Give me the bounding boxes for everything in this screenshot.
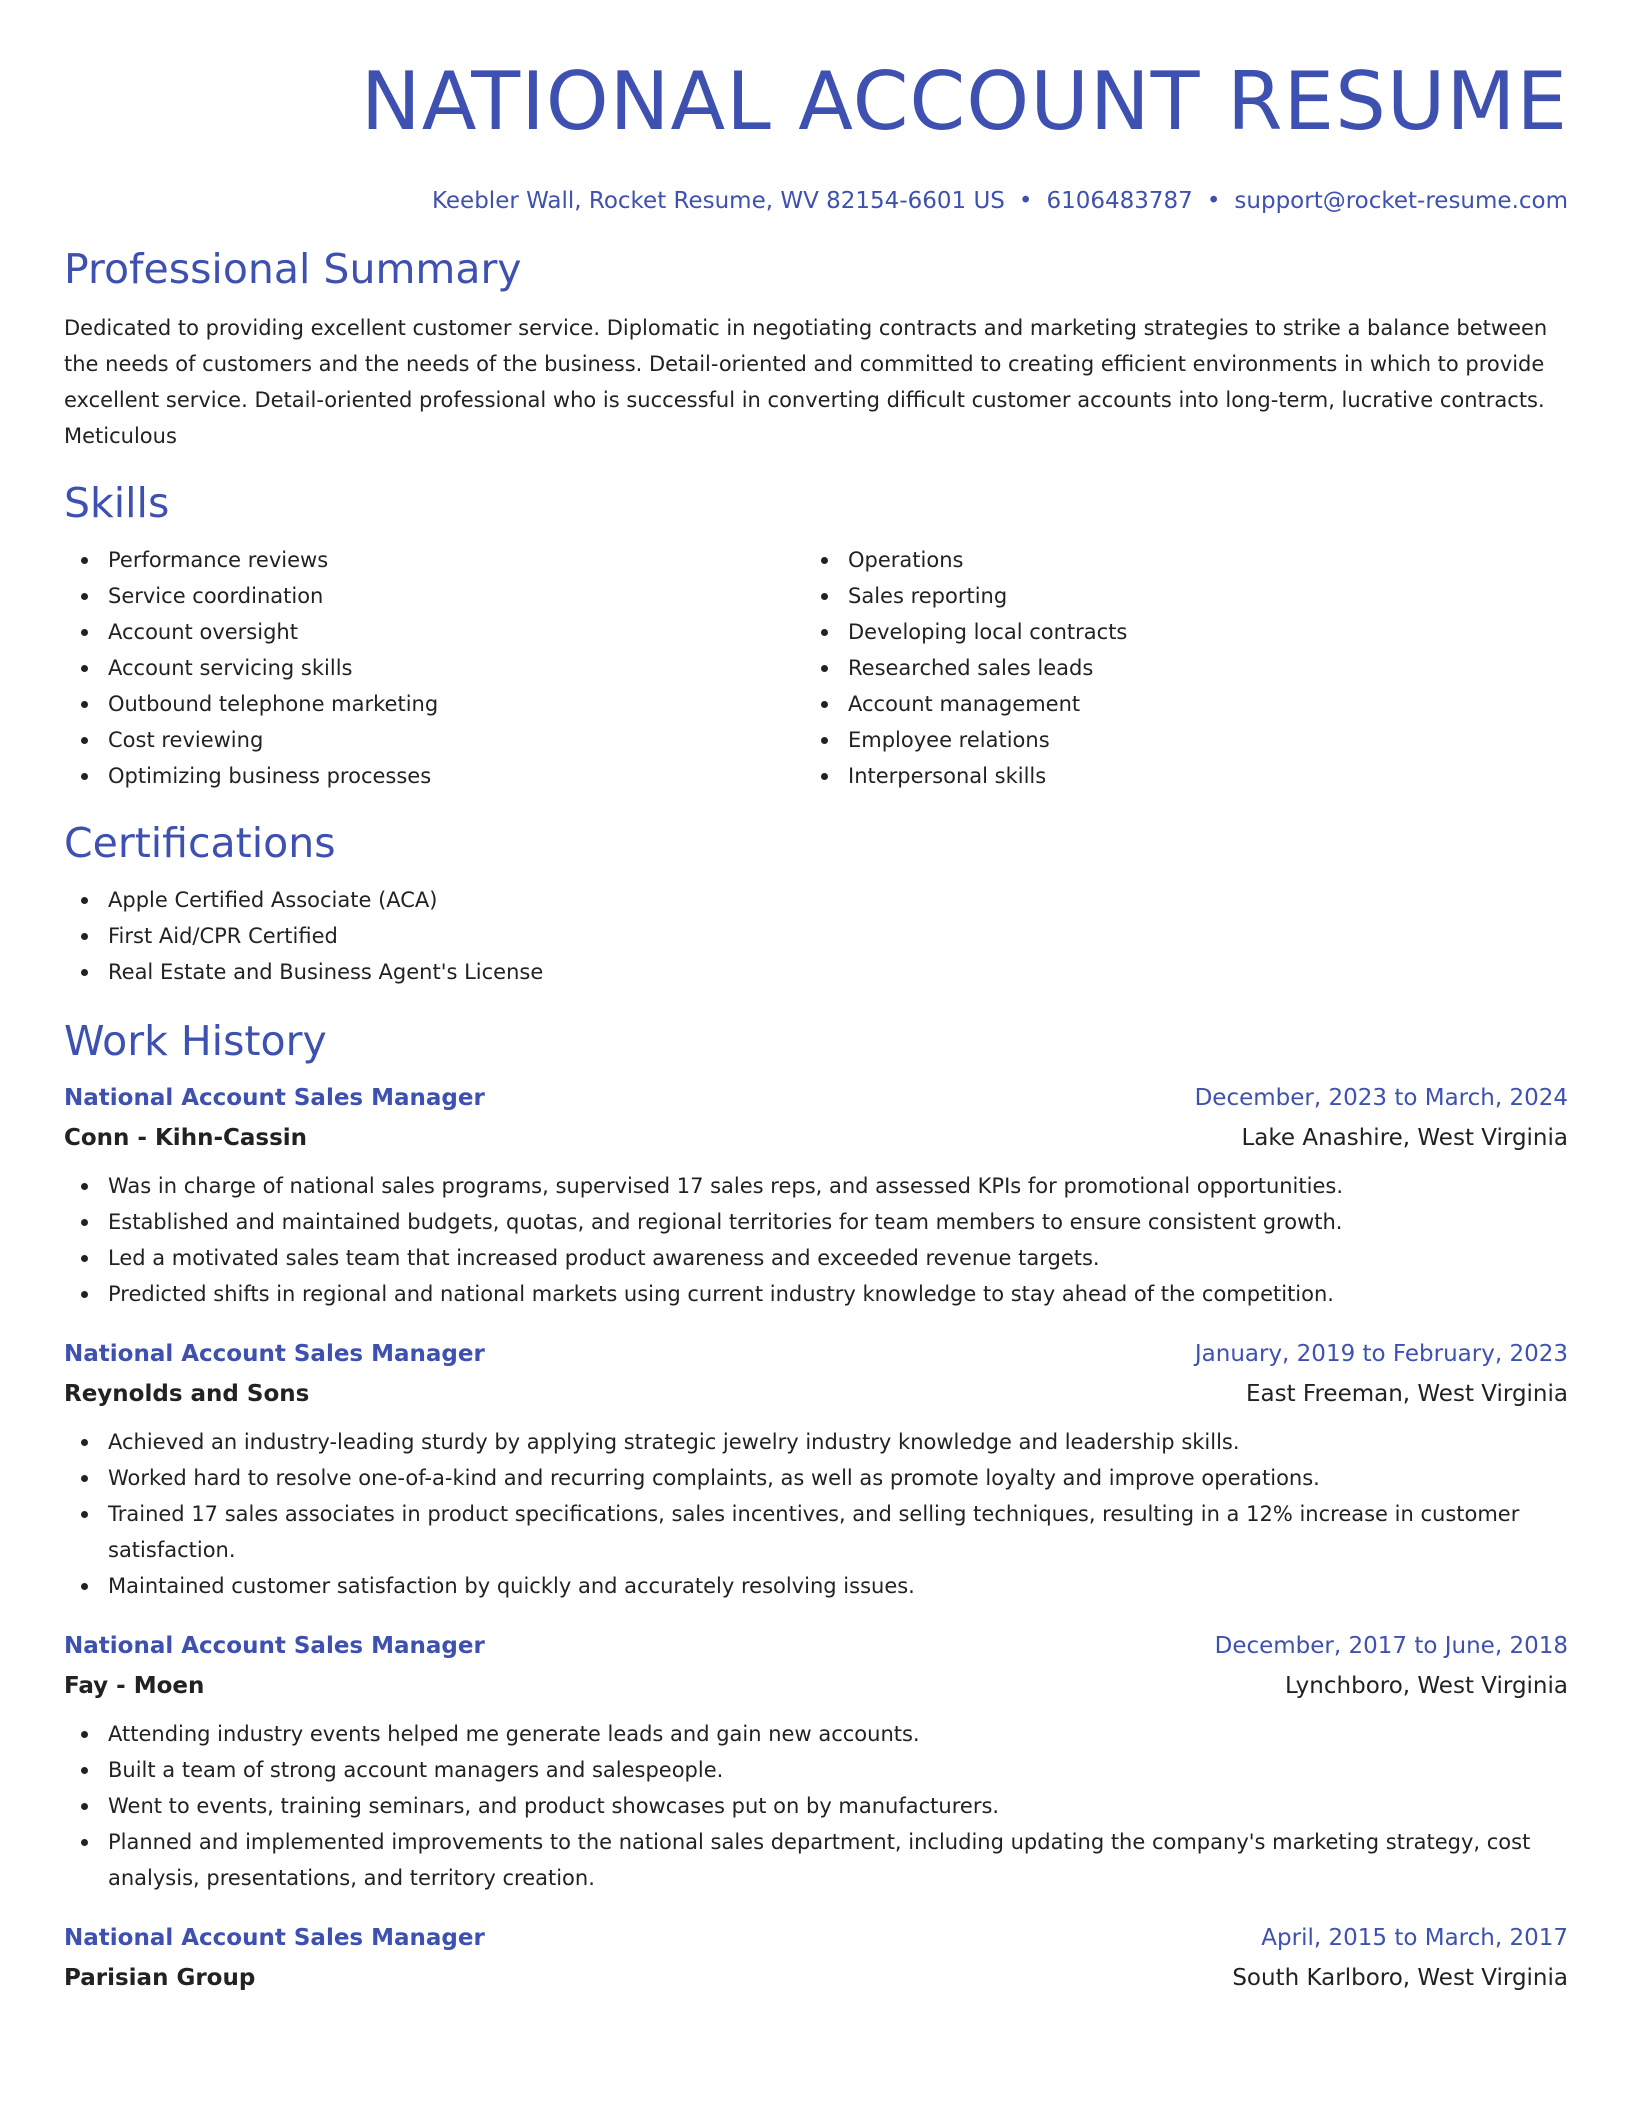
- job-title: National Account Sales Manager: [64, 1341, 485, 1367]
- job-company-row: [64, 1958, 1568, 1998]
- contact-email: support@rocket-resume.com: [1234, 188, 1568, 214]
- certification-item: Apple Certified Associate (ACA): [64, 882, 1568, 918]
- job-dates: January, 2019 to February, 2023: [1194, 1341, 1568, 1367]
- job-entry: [64, 1626, 1568, 1896]
- job-title: National Account Sales Manager: [64, 1085, 485, 1111]
- skill-item: Developing local contracts: [804, 614, 1544, 650]
- job-dates: December, 2017 to June, 2018: [1214, 1633, 1568, 1659]
- skill-item: Optimizing business processes: [64, 758, 804, 794]
- job-bullet: Planned and implemented improvements to the national sales department, including updating the company's marketing strategy, cost analysis, presentations, and territory creation.: [64, 1824, 1568, 1896]
- contact-line: [64, 186, 1568, 216]
- skill-item: Performance reviews: [64, 542, 804, 578]
- summary-section: [64, 244, 1568, 454]
- job-company: Parisian Group: [64, 1965, 256, 1991]
- skills-list-right: [804, 542, 1544, 794]
- resume-name: NATIONAL ACCOUNT RESUME: [360, 55, 1568, 148]
- job-bullet: Built a team of strong account managers and salespeople.: [64, 1752, 1568, 1788]
- skills-grid: [64, 542, 1568, 794]
- certification-item: Real Estate and Business Agent's License: [64, 954, 1568, 990]
- job-company-row: [64, 1666, 1568, 1706]
- certifications-list: [64, 882, 1568, 990]
- job-title: National Account Sales Manager: [64, 1633, 485, 1659]
- skill-item: Interpersonal skills: [804, 758, 1544, 794]
- summary-text: Dedicated to providing excellent customer service. Diplomatic in negotiating contracts and marketing strategies to strike a balance between the needs of customers and the needs of the business. Detail-oriented and committed to creating efficient environments in which to provide excellent service. Detail-oriented professional who is successful in converting difficult customer accounts into long-term, lucrative contracts. Meticulous: [64, 316, 1548, 448]
- job-entry: [64, 1918, 1568, 1998]
- job-company-row: [64, 1374, 1568, 1414]
- job-bullet: Was in charge of national sales programs, supervised 17 sales reps, and assessed KPIs for promotional opportunities.: [64, 1168, 1568, 1204]
- certification-item: First Aid/CPR Certified: [64, 918, 1568, 954]
- skills-section: [64, 478, 1568, 794]
- skill-item: Account servicing skills: [64, 650, 804, 686]
- summary-title: Professional Summary: [64, 245, 522, 293]
- job-title-row: [64, 1078, 1568, 1118]
- job-bullet: Worked hard to resolve one-of-a-kind and recurring complaints, as well as promote loyalty and improve operations.: [64, 1460, 1568, 1496]
- contact-phone: 6106483787: [1046, 188, 1193, 214]
- certifications-section: [64, 818, 1568, 990]
- skill-item: Cost reviewing: [64, 722, 804, 758]
- job-title: National Account Sales Manager: [64, 1925, 485, 1951]
- contact-address: Keebler Wall, Rocket Resume, WV 82154-6601 US: [431, 188, 1005, 214]
- skills-list-left: [64, 542, 804, 794]
- job-dates: April, 2015 to March, 2017: [1261, 1925, 1568, 1951]
- contact-separator: •: [1206, 188, 1221, 214]
- job-dates: December, 2023 to March, 2024: [1194, 1085, 1568, 1111]
- job-location: South Karlboro, West Virginia: [1232, 1965, 1568, 1991]
- job-location: East Freeman, West Virginia: [1245, 1381, 1568, 1407]
- job-entry: [64, 1334, 1568, 1604]
- work-history-section: [64, 1016, 1568, 1998]
- job-bullet: Attending industry events helped me generate leads and gain new accounts.: [64, 1716, 1568, 1752]
- skill-item: Researched sales leads: [804, 650, 1544, 686]
- job-title-row: [64, 1918, 1568, 1958]
- job-title-row: [64, 1334, 1568, 1374]
- job-bullets: [64, 1168, 1568, 1312]
- job-bullet: Went to events, training seminars, and product showcases put on by manufacturers.: [64, 1788, 1568, 1824]
- job-company: Conn - Kihn-Cassin: [64, 1125, 308, 1151]
- job-company: Reynolds and Sons: [64, 1381, 310, 1407]
- job-location: Lynchboro, West Virginia: [1284, 1673, 1568, 1699]
- job-company-row: [64, 1118, 1568, 1158]
- job-bullets: [64, 1716, 1568, 1896]
- job-bullet: Established and maintained budgets, quotas, and regional territories for team members to ensure consistent growth.: [64, 1204, 1568, 1240]
- skill-item: Service coordination: [64, 578, 804, 614]
- job-bullet: Maintained customer satisfaction by quickly and accurately resolving issues.: [64, 1568, 1568, 1604]
- resume-header: [64, 0, 1568, 216]
- skill-item: Sales reporting: [804, 578, 1544, 614]
- certifications-title: Certifications: [64, 819, 336, 867]
- job-entry: [64, 1078, 1568, 1312]
- skill-item: Employee relations: [804, 722, 1544, 758]
- job-title-row: [64, 1626, 1568, 1666]
- skill-item: Outbound telephone marketing: [64, 686, 804, 722]
- job-bullet: Trained 17 sales associates in product specifications, sales incentives, and selling techniques, resulting in a 12% increase in customer satisfaction.: [64, 1496, 1568, 1568]
- skill-item: Account oversight: [64, 614, 804, 650]
- job-bullet: Predicted shifts in regional and national markets using current industry knowledge to stay ahead of the competition.: [64, 1276, 1568, 1312]
- job-bullet: Achieved an industry-leading sturdy by applying strategic jewelry industry knowledge and leadership skills.: [64, 1424, 1568, 1460]
- job-company: Fay - Moen: [64, 1673, 205, 1699]
- job-bullets: [64, 1424, 1568, 1604]
- skills-title: Skills: [64, 479, 170, 527]
- skill-item: Account management: [804, 686, 1544, 722]
- work-history-title: Work History: [64, 1017, 327, 1065]
- skill-item: Operations: [804, 542, 1544, 578]
- contact-separator: •: [1018, 188, 1033, 214]
- job-location: Lake Anashire, West Virginia: [1241, 1125, 1568, 1151]
- job-bullet: Led a motivated sales team that increased product awareness and exceeded revenue targets.: [64, 1240, 1568, 1276]
